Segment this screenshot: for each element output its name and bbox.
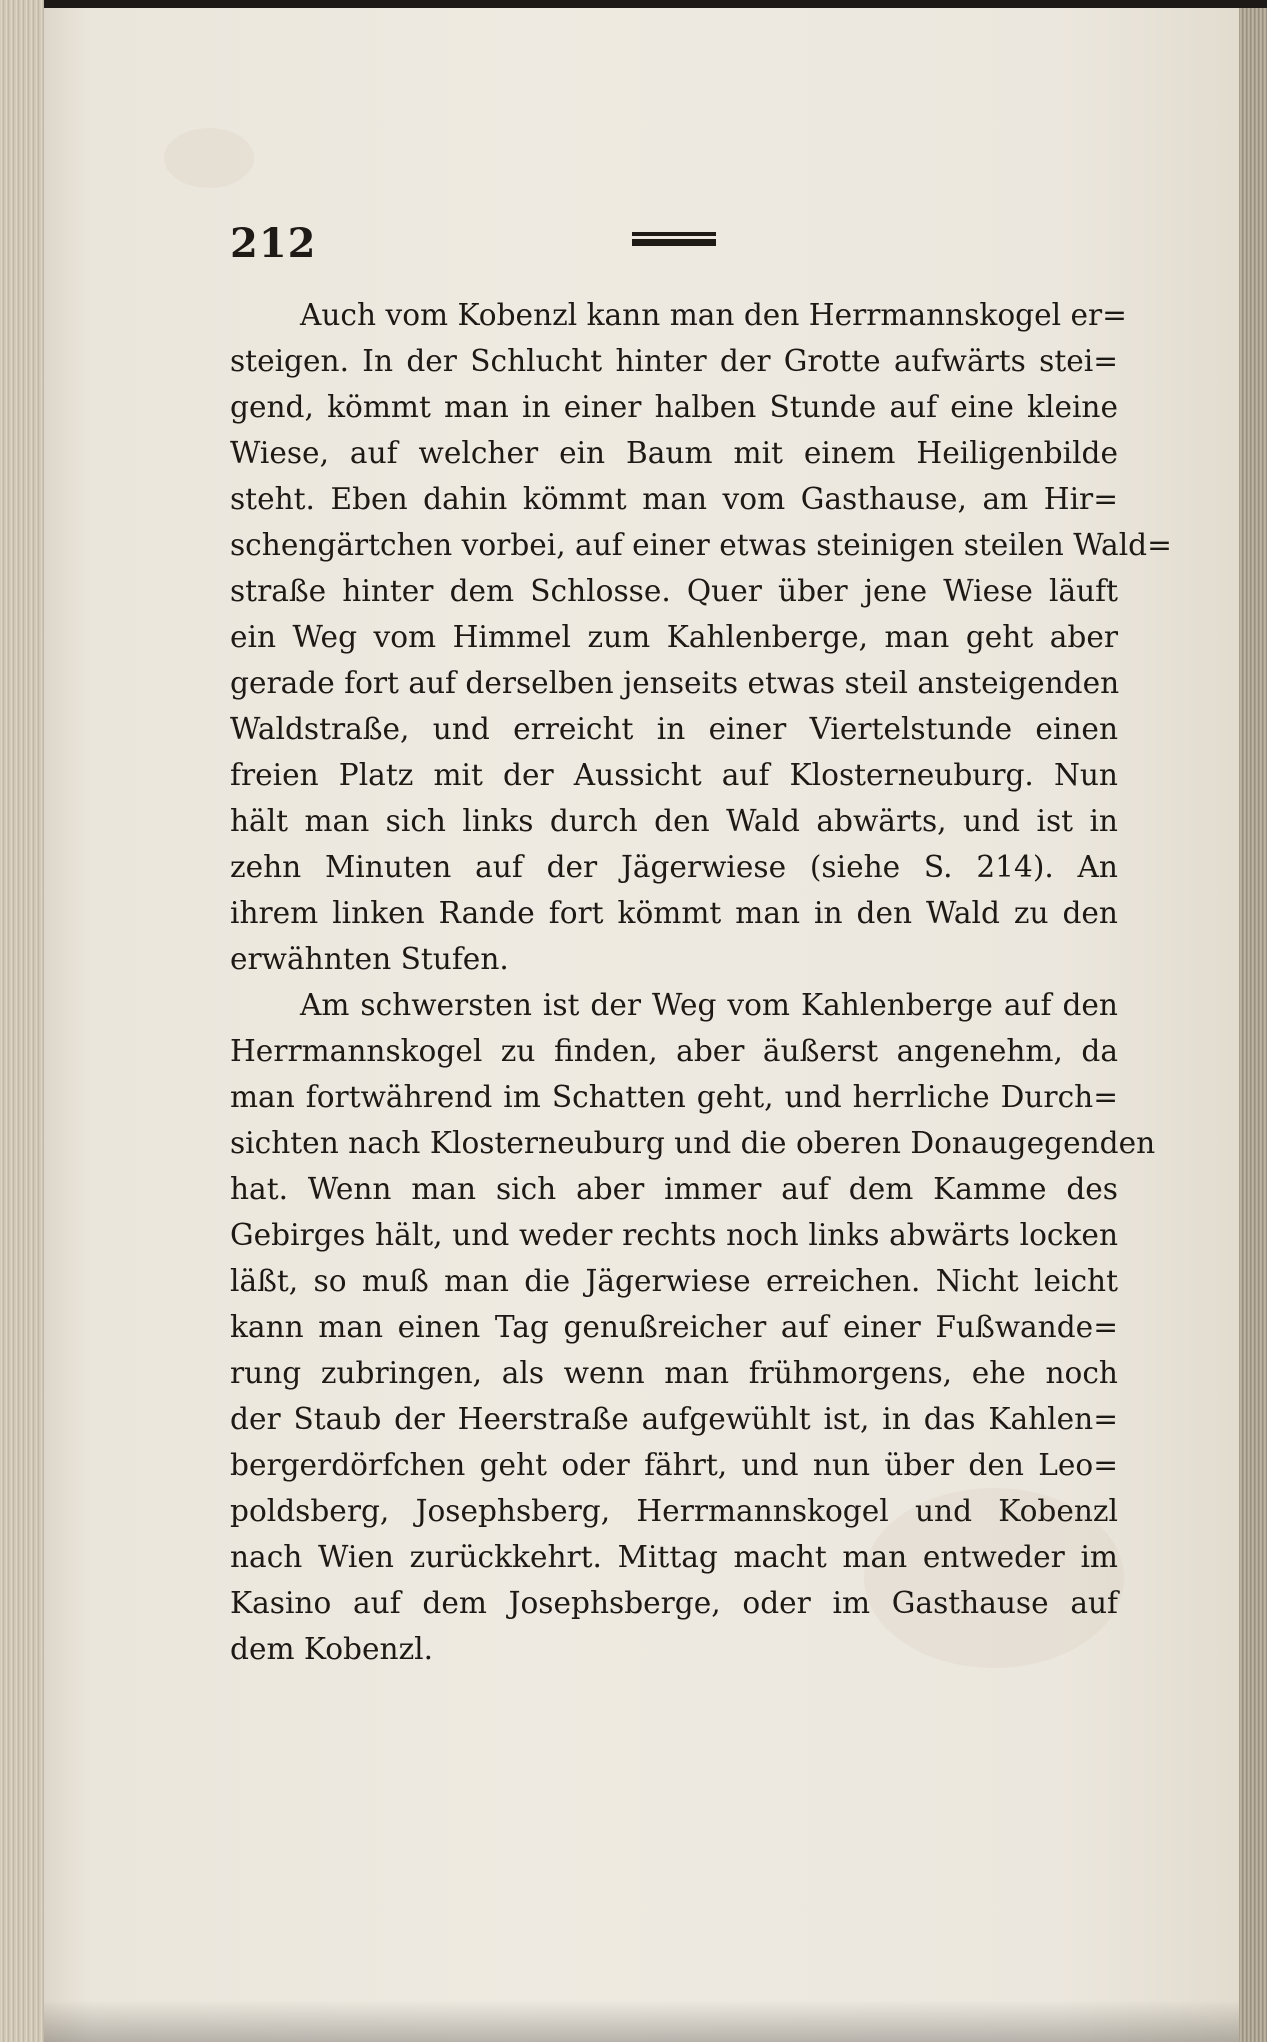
text-line: gend, kömmt man in einer halben Stunde auf eine kleine [230,390,1118,424]
body-text [230,292,1172,1672]
text-line: poldsberg, Josephsberg, Herrmannskogel und Kobenzl [230,1494,1118,1528]
text-line: kann man einen Tag genußreicher auf einer Fußwande= [230,1310,1118,1344]
page-number: 212 [230,220,317,267]
text-line: Gebirges hält, und weder rechts noch links abwärts locken [230,1218,1118,1252]
text-line: Wiese, auf welcher ein Baum mit einem Heiligenbilde [230,436,1118,470]
text-line: ihrem linken Rande fort kömmt man in den Wald zu den [230,896,1118,930]
rule-ornament [632,232,716,246]
text-line: Herrmannskogel zu finden, aber äußerst angenehm, da [230,1034,1118,1068]
text-line: sichten nach Klosterneuburg und die oberen Donaugegenden [230,1126,1156,1160]
paragraph-2 [230,982,1156,1672]
text-line: straße hinter dem Schlosse. Quer über jene Wiese läuft [230,574,1118,608]
page-header [230,220,1130,280]
text-line: nach Wien zurückkehrt. Mittag macht man entweder im [230,1540,1118,1574]
text-line: steht. Eben dahin kömmt man vom Gasthause, am Hir= [230,482,1118,516]
text-line: der Staub der Heerstraße aufgewühlt ist, in das Kahlen= [230,1402,1118,1436]
text-line: Waldstraße, und erreicht in einer Viertelstunde einen [230,712,1118,746]
text-line: schengärtchen vorbei, auf einer etwas steinigen steilen Wald= [230,528,1172,562]
book-page-edges-left [0,0,44,2042]
text-line: ein Weg vom Himmel zum Kahlenberge, man geht aber [230,620,1118,654]
book-page-edges-right [1239,8,1267,2042]
text-line: Auch vom Kobenzl kann man den Herrmannskogel er= [300,298,1127,332]
text-line: freien Platz mit der Aussicht auf Klosterneuburg. Nun [230,758,1118,792]
paper-stain [164,128,254,188]
text-line: erwähnten Stufen. [230,942,509,976]
text-line: steigen. In der Schlucht hinter der Grotte aufwärts stei= [230,344,1118,378]
text-line: rung zubringen, als wenn man frühmorgens, ehe noch [230,1356,1118,1390]
bottom-shadow [44,2000,1239,2042]
paragraph-1 [230,292,1172,982]
text-line: Am schwersten ist der Weg vom Kahlenberge auf den [300,988,1118,1022]
text-line: man fortwährend im Schatten geht, und herrliche Durch= [230,1080,1118,1114]
text-line: dem Kobenzl. [230,1632,434,1666]
text-line: Kasino auf dem Josephsberge, oder im Gasthause auf [230,1586,1118,1620]
text-line: hat. Wenn man sich aber immer auf dem Kamme des [230,1172,1118,1206]
text-line: bergerdörfchen geht oder fährt, und nun über den Leo= [230,1448,1118,1482]
text-line: zehn Minuten auf der Jägerwiese (siehe S. 214). An [230,850,1118,884]
text-line: läßt, so muß man die Jägerwiese erreichen. Nicht leicht [230,1264,1118,1298]
text-line: hält man sich links durch den Wald abwärts, und ist in [230,804,1118,838]
text-line: gerade fort auf derselben jenseits etwas steil ansteigenden [230,666,1120,700]
